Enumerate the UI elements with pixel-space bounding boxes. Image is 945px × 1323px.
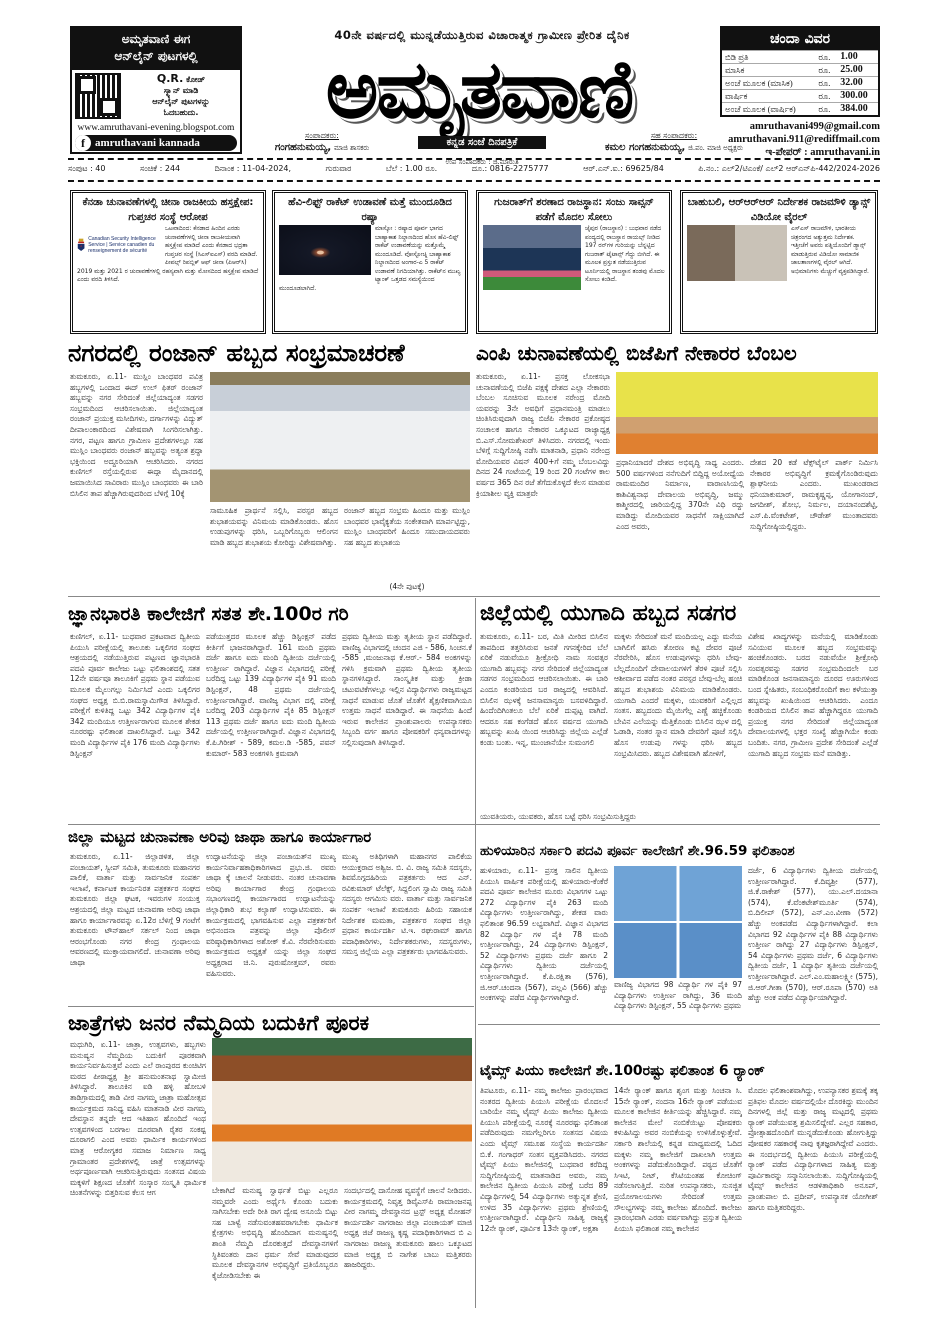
top-story-canada[interactable] [70, 190, 266, 334]
article-column: ರಂಜಾನ್ ಹಬ್ಬದ ಸಂಭ್ರಮ ಹಿಂದೂ ಮತ್ತು ಮುಸ್ಲಿಂ ಬಾಂಧವರ ಭಾವೈಕ್ಯತೆಯ ಸಂಕೇತವಾಗಿ ಮಾರ್ಪಟ್ಟಿದ್ದು, ಮುಸ್ಲಿಂ ಬಾಂಧವರಿಗೆ ಹಿಂದೂ ಸಮುದಾಯದವರು ಸಹ ಹಬ್ಬದ ಶುಭಾಶಯ [344, 506, 470, 547]
article-column: ಉದ್ಘಾಟನೆಯನ್ನು ಜಿಲ್ಲಾ ಪಂಚಾಯತ್‌ನ ಮುಖ್ಯ ಕಾರ್ಯನಿರ್ವಾಹಕಾಧಿಕಾರಿಗಳಾದ ಪ್ರಭು.ಜಿ. ರವರು ಜಾಥಾ ಕ್ಕೆ ಚಾಲನೆ ನೀಡುವರು. ನಂತರ ಚುನಾವಣಾ ಅರಿವು ಕಾರ್ಯಾಗಾರ ಕೇಂದ್ರ ಗ್ರಂಥಾಲಯ ಸಭಾಂಗಣದಲ್ಲಿ ಕಾರ್ಯಾಗಾರದ ಉದ್ಘಾಟನೆಯನ್ನು ಜಿಲ್ಲಾಧಿಕಾರಿ ಶುಭ ಕಲ್ಯಾಣ್ ಉದ್ಘಾಟಿಸುವರು. ಈ ಕಾರ್ಯಕ್ರಮದಲ್ಲಿ ಭಾಗವಹಿಸುವ ಎಲ್ಲಾ ಪತ್ರಕರ್ತರಿಗೆ ಅಭಿನಂದನಾ ಪತ್ರವನ್ನು ಜಿಲ್ಲಾ ಪೊಲೀಸ್ ವರಿಷ್ಠಾಧಿಕಾರಿಗಳಾದ ಅಶೋಕ್ ಕೆ.ವಿ. ನೆರವೇರಿಸುವರು ಕಾರ್ಯಕ್ರಮದ ಅಧ್ಯಕ್ಷತೆ ಯನ್ನು ಜಿಲ್ಲಾ ಸಂಘದ ಅಧ್ಯಕ್ಷರಾದ ಚಿ.ನಿ. ಪುರುಷೋತ್ತಮ್, ರವರು ವಹಿಸುವರು. [206, 852, 336, 978]
blog-url-link[interactable]: www.amruthavani-evening.blogspot.com [77, 123, 235, 133]
article-column: ಮೊದಲ ಫಲಿತಾಂಶವಾಗಿದ್ದು, ಉಪನ್ಯಾಸಕರ ಶ್ರಮಕ್ಕೆ ತಕ್ಕ ಪ್ರತಿಫಲ ಮೊದಲ ವರ್ಷದಲ್ಲಿಯೇ ದೊರಕಿದ್ದು ಮುಂದಿನ ದಿನಗಳಲ್ಲಿ ಜಿಲ್ಲೆ ಮತ್ತು ರಾಜ್ಯ ಮಟ್ಟದಲ್ಲಿ ಪ್ರಥಮ ರ್‍ಯಾಂಕ್ ಪಡೆಯುವತ್ತ ಶ್ರಮಿಸಲಿದ್ದೇವೆ. ಎಲ್ಲರ ಸಹಕಾರ, ಪ್ರೋತ್ಸಾಹದೊಂದಿಗೆ ಮುನ್ನಡೆದುಕೊಂಡು ಹೋಗುತ್ತಿದ್ದು ಪೋಷಕರ ಸಹಕಾರಕ್ಕೆ ನಾವು ಕೃತಜ್ಞರಾಗಿದ್ದೇವೆ ಎಂದರು. ಈ ಸಂದರ್ಭದಲ್ಲಿ ದ್ವಿತೀಯ ಪಿಯುಸಿ ಪರೀಕ್ಷೆಯಲ್ಲಿ ರ್‍ಯಾಂಕ್ ಪಡೆದ ವಿದ್ಯಾರ್ಥಿಗಳಾದ ಸಾಹಿತ್ಯ ಮತ್ತು ಪೂರ್ವಿಕಾರನ್ನು ಸನ್ಮಾನಿಸಲಾಯಿತು. ಸುದ್ದಿಗೋಷ್ಠಿಯಲ್ಲಿ ಟೈಮ್ಸ್ ಕಾಲೇಜಿನ ಆಡಳಿತಾಧಿಕಾರಿ ಅನೂಪ್, ಪ್ರಾಂಶುಪಾಲ ಬಿ. ಪ್ರದೀಪ್, ಉಪನ್ಯಾಸಕ ಯೋಗೀಶ್ ಹಾಗೂ ಮತ್ತಿತರರಿದ್ದರು. [748, 1086, 878, 1212]
headline-election[interactable]: ಜಿಲ್ಲಾ ಮಟ್ಟದ ಚುನಾವಣಾ ಅರಿವು ಜಾಥಾ ಹಾಗೂ ಕಾರ್ಯಾಗಾರ [68, 828, 372, 846]
top-story-body: ಮಾಸ್ಕೋ : ರಷ್ಯಾದ ಪೂರ್ವ ಭಾಗದ ಬಾಹ್ಯಾಕಾಶ ನಿಲ್ದಾಣದಿಂದ ಹೊಸ ಹೆವಿ-ಲಿಫ್ಟ್ ರಾಕೆಟ್ ಉಡಾವಣೆಯನ್ನು ಮತ್ತೊಮ್ಮೆ ಮುಂದೂಡಿದೆ. ವೋಸ್ಟೋಚ್ನಿ ಬಾಹ್ಯಾಕಾಶ ನಿಲ್ದಾಣದಿಂದ ಅಂಗಾರ-ಎ 5 ರಾಕೆಟ್ ಉಡಾವಣೆ ನಿಗದಿಯಾಗಿತ್ತು. ರಾಕೆಟ್‌ನ ಮುಖ್ಯ ಟ್ಯಾಂಕ್ ಒತ್ತಡದ ಸಮಸ್ಯೆಯಿಂದ ಮುಂದೂಡಲಾಗಿದೆ. [279, 225, 461, 292]
editor-name: ಗಂಗಹನುಮಯ್ಯ, [274, 142, 332, 153]
qr-text1: ಕೋಡ್ [186, 75, 206, 84]
rate-row [722, 90, 878, 103]
article-column: ಯುವತಿಯರು, ಯುವಕರು, ಹೊಸ ಬಟ್ಟೆ ಧರಿಸಿ ಸಂಭ್ರಮಿಸುತ್ತಿದ್ದರು [480, 812, 636, 821]
qr-text2: ಸ್ಕ್ಯಾನ್ ಮಾಡಿ [163, 86, 199, 95]
rate-row [722, 77, 878, 90]
article-column: ವಾಣಿಜ್ಯ ವಿಭಾಗದ 98 ವಿದ್ಯಾರ್ಥಿ ಗಳ ಪೈಕಿ 97 ವಿದ್ಯಾರ್ಥಿಗಳು ಉತ್ತೀರ್ಣ ರಾಗಿದ್ದು, 36 ಮಂದಿ ವಿದ್ಯಾರ್ಥಿಗಳು ಡಿಸ್ಟಿಂಕ್ಷನ್, 55 ವಿದ್ಯಾರ್ಥಿಗಳು ಪ್ರಥಮ [614, 980, 742, 1011]
headline-times[interactable]: ಟೈಮ್ಸ್ ಪಿಯು ಕಾಲೇಜಿಗೆ ಶೇ.100ರಷ್ಟು ಫಲಿತಾಂಶ 6 ರ್‍ಯಾಂಕ್ [480, 1063, 765, 1079]
students-photos [614, 866, 742, 978]
masthead-logo: ಅಮೃತವಾಣಿ [325, 43, 633, 136]
epaper-link[interactable]: ಇ-ಪೇಪರ್ : amruthavani.in [765, 147, 880, 158]
online-promo-box [70, 26, 242, 154]
qr-code-icon[interactable] [75, 73, 121, 119]
rate-value: 1.00 [837, 51, 878, 64]
rate-value: 384.00 [837, 103, 878, 116]
article-column: ತುಮಕೂರು, ಏ.11- ಮುಸ್ಲಿಂ ಬಾಂಧವರ ಪವಿತ್ರ ಹಬ್ಬಗಳಲ್ಲಿ ಒಂದಾದ ಈದ್ ಉಲ್ ಫಿತರ್ ರಂಜಾನ್ ಹಬ್ಬವನ್ನು ನಗರ ಸೇರಿದಂತೆ ಜಿಲ್ಲೆಯಾದ್ಯಂತ ಸಡಗರ ಸಂಭ್ರಮದಿಂದ ಆಚರಿಸಲಾಯಿತು. ಜಿಲ್ಲೆಯಾದ್ಯಂತ ರಂಜಾನ್ ಪ್ರಯುಕ್ತ ಮಸೀದಿಗಳು, ದರ್ಗಾಗಳನ್ನು ವಿದ್ಯುತ್ ದೀಪಾಲಂಕಾರದಿಂದ ವಿಶೇಷವಾಗಿ ಸಿಂಗರಿಸಲಾಗಿತ್ತು. ನಗರ, ಪಟ್ಟಣ ಹಾಗೂ ಗ್ರಾಮೀಣ ಪ್ರದೇಶಗಳಲ್ಲೂ ಸಹ ಮುಸ್ಲಿಂ ಬಾಂಧವರು ರಂಜಾನ್ ಹಬ್ಬವನ್ನು ಅತ್ಯಂತ ಶ್ರದ್ಧಾ ಭಕ್ತಿಯಿಂದ ಅದ್ದೂರಿಯಾಗಿ ಆಚರಿಸಿದರು. ನಗರದ ಕುಣಿಗಲ್ ರಸ್ತೆಯಲ್ಲಿರುವ ಈದ್ಗಾ ಮೈದಾನದಲ್ಲಿ ಜಮಾಯಿಸಿದ ಸಾವಿರಾರು ಮುಸ್ಲಿಂ ಬಾಂಧವರು ಈ ಬಾರಿ ಬಿಸಿಲಿನ ತಾಪ ಹೆಚ್ಚಾಗಿರುವುದರಿಂದ ಬೆಳಿಗ್ಗೆ 10ಕ್ಕೆ [70, 372, 203, 498]
rates-title: ಚಂದಾ ವಿವರ [722, 28, 878, 50]
price: ಬೆಲೆ : 1.00 ರೂ. [385, 164, 438, 173]
rate-label: ವಾರ್ಷಿಕ [722, 90, 815, 103]
section-divider [68, 1006, 474, 1007]
rate-currency: ರೂ. [815, 51, 837, 64]
qr-text4: ಓದಬಹುದು. [163, 108, 199, 117]
subscription-rates [720, 26, 880, 117]
issue-number: ಸಂಚಿಕೆ : 244 [140, 164, 181, 173]
editor-note: ಮಾಜಿ ಶಾಸಕರು [334, 144, 370, 152]
issue-day: ಗುರುವಾರ [325, 164, 352, 173]
dashed-divider [68, 180, 880, 182]
promo-title [72, 28, 240, 70]
headline-huliyar[interactable]: ಹುಳಿಯಾರಿನ ಸರ್ಕಾರಿ ಪದವಿ ಪೂರ್ವ ಕಾಲೇಜಿಗೆ ಶೇ.96.59 ಫಲಿತಾಂಶ [480, 843, 795, 859]
article-column: ಕುಣಿಗಲ್, ಏ.11- ಬುಧವಾರ ಪ್ರಕಟವಾದ ದ್ವಿತೀಯ ಪಿಯುಸಿ ಪರೀಕ್ಷೆಯಲ್ಲಿ ತಾಲೂಕು ಒಕ್ಕಲಿಗರ ಸಂಘದ ಆಶ್ರಯದಲ್ಲಿ ನಡೆಯುತ್ತಿರುವ ಪಟ್ಟಣದ ಜ್ಞಾನಭಾರತಿ ಪದವಿ ಪೂರ್ವ ಕಾಲೇಜು ಒಟ್ಟು ಫಲಿತಾಂಶದಲ್ಲಿ ಸತತ 12ನೇ ವರ್ಷವೂ ತಾಲೂಕಿಗೆ ಪ್ರಥಮ ಸ್ಥಾನ ಪಡೆಯುವ ಮೂಲಕ ಮೈಲುಗಲ್ಲು ನಿರ್ಮಿಸಿದೆ ಎಂದು ಒಕ್ಕಲಿಗರ ಸಂಘದ ಅಧ್ಯಕ್ಷ ಬಿ.ಬಿ.ರಾಮಸ್ವಾಮಿಗೌಡ ತಿಳಿಸಿದ್ದಾರೆ. ಪರೀಕ್ಷೆಗೆ ಕುಳಿತಿದ್ದ ಒಟ್ಟು 342 ವಿದ್ಯಾರ್ಥಿಗಳ ಪೈಕಿ 342 ಮಂದಿಯೂ ಉತ್ತೀರ್ಣರಾಗುವ ಮೂಲಕ ಶೇಕಡ ನೂರರಷ್ಟು ಫಲಿತಾಂಶ ದಾಖಲಿಸಿದ್ದಾರೆ. ಒಟ್ಟು 342 ಮಂದಿ ವಿದ್ಯಾರ್ಥಿಗಳ ಪೈಕಿ 176 ಮಂದಿ ವಿದ್ಯಾರ್ಥಿಗಳು ಡಿಸ್ಟಿಂಕ್ಷನ್ [70, 632, 200, 758]
registration: ಆರ್.ಎನ್.ಐ.: 69625/84 [583, 164, 664, 173]
rate-currency: ರೂ. [815, 77, 837, 90]
top-story-title: ಬಾಹುಬಲಿ, ಆರ್‌ಆರ್‌ಆರ್ ನಿರ್ದೇಶಕ ರಾಜಮೌಳಿ ಡ್ಯಾನ್ಸ್ ವಿಡಿಯೋ ವೈರಲ್ [687, 197, 871, 223]
email-link[interactable]: amruthavani499@gmail.com [749, 121, 880, 132]
rate-currency: ರೂ. [815, 64, 837, 77]
column-rule [475, 824, 476, 1308]
volume: ಸಂಪುಟ : 40 [68, 164, 106, 173]
sub-editor: ಉಪ ಸಂಪಾದಕರು : ಜಿ.ಮಾರುತಿ [445, 158, 519, 166]
issue-date: ದಿನಾಂಕ : 11-04-2024, [214, 164, 292, 173]
article-column: ಪಡೆಯುತ್ತದರ ಮೂಲಕ ಹೆಚ್ಚು ಡಿಸ್ಟಿಂಕ್ಷನ್ ಪಡೆದ ಕೀರ್ತಿಗೆ ಭಾಜನರಾಗಿದ್ದಾರೆ. 161 ಮಂದಿ ಪ್ರಥಮ ದರ್ಜೆ ಹಾಗೂ ಐದು ಮಂದಿ ದ್ವಿತೀಯ ದರ್ಜೆಯಲ್ಲಿ ಉತ್ತೀರ್ಣ ರಾಗಿದ್ದಾರೆ. ವಿಜ್ಞಾನ ವಿಭಾಗದಲ್ಲಿ ಪರೀಕ್ಷೆ ಬರೆದಿದ್ದ ಒಟ್ಟು 139 ವಿದ್ಯಾರ್ಥಿಗಳ ಪೈಕಿ 91 ಮಂದಿ ಡಿಸ್ಟಿಂಕ್ಷನ್, 48 ಪ್ರಥಮ ದರ್ಜೆಯಲ್ಲಿ ಉತ್ತೀರ್ಣರಾಗಿದ್ದಾರೆ. ವಾಣಿಜ್ಯ ವಿಭಾಗ ದಲ್ಲಿ ಪರೀಕ್ಷೆ ಬರೆದಿದ್ದ 203 ವಿದ್ಯಾರ್ಥಿಗಳ ಪೈಕಿ 85 ಡಿಸ್ಟಿಂಕ್ಷನ್ 113 ಪ್ರಥಮ ದರ್ಜೆ ಹಾಗೂ ಐದು ಮಂದಿ ದ್ವಿತೀಯ ದರ್ಜೆಯಲ್ಲಿ ಉತ್ತೀರ್ಣರಾಗಿದ್ದಾರೆ. ವಿಜ್ಞಾನ ವಿಭಾಗದಲ್ಲಿ ಕೆ.ಪಿ.ಗಿರೀಶ್ - 589, ಕಮಲ.ಡಿ -585, ಪವನ್ ಕುಮಾರ್- 583 ಅಂಕಗಳಿಸಿ ಕ್ರಮವಾಗಿ [206, 632, 336, 758]
column-rule [475, 598, 476, 824]
csis-logo [77, 225, 161, 265]
section-divider [478, 1024, 880, 1025]
article-column: ವಿಶೇಷ ಖಾದ್ಯಗಳನ್ನು ಮನೆಯಲ್ಲಿ ಮಾಡಿಕೊಂಡು ಸವಿಯುವ ಮೂಲಕ ಹಬ್ಬದ ಸಂಭ್ರಮವನ್ನು ಹಂಚಿಕೊಂಡರು. ಬರದ ನಡುವೆಯೇ ಶ್ರೀಕ್ರೋಧಿ ಸಂವತ್ಸರವನ್ನು ಸಡಗರ ಸಂಭ್ರಮದಿಂದಲೇ ಬರ ಮಾಡಿಕೊಂಡ ಜನಸಾಮಾನ್ಯರು ದೂರದ ಊರುಗಳಿಂದ ಬಂದ ಸ್ನೇಹಿತರು, ಸಂಬಂಧಿಕರೊಂದಿಗೆ ಕಾಲ ಕಳೆಯುತ್ತಾ ಹಬ್ಬವನ್ನು ಖುಷಿಯಿಂದ ಆಚರಿಸಿದರು. ಎಂದೂ ಕಂಡರಿಯದ ಬಿಸಿಲಿನ ತಾಪ ಹೆಚ್ಚಾಗಿದ್ದರೂ ಯುಗಾದಿ ಪ್ರಯುಕ್ತ ನಗರ ಸೇರಿದಂತೆ ಜಿಲ್ಲೆಯಾದ್ಯಂತ ದೇವಾಲಯಗಳಲ್ಲಿ ಭಕ್ತರ ಸಂಖ್ಯೆ ಹೆಚ್ಚಾಗಿಯೇ ಕಂಡು ಬಂದಿತು. ನಗರ, ಗ್ರಾಮೀಣ ಪ್ರದೇಶ ಸೇರಿದಂತೆ ಎಲ್ಲೆಡೆ ಯುಗಾದಿ ಹಬ್ಬದ ಸಂಭ್ರಮ ಮನೆ ಮಾಡಿತ್ತು. [748, 632, 878, 758]
article-column: ಹುಳಿಯಾರು, ಏ.11- ಪ್ರಸಕ್ತ ಸಾಲಿನ ದ್ವಿತೀಯ ಪಿಯುಸಿ ವಾರ್ಷಿಕ ಪರೀಕ್ಷೆಯಲ್ಲಿ ಹುಳಿಯಾರು-ಕೆಂಕೆರೆ ಪದವಿ ಪೂರ್ವ ಕಾಲೇಜಿನ ಮೂರು ವಿಭಾಗಗಳ ಒಟ್ಟು 272 ವಿದ್ಯಾರ್ಥಿಗಳ ಪೈಕಿ 263 ಮಂದಿ ವಿದ್ಯಾರ್ಥಿಗಳು ಉತ್ತೀರ್ಣರಾಗಿದ್ದು, ಶೇಕಡ ವಾರು ಫಲಿತಾಂಶ 96.59 ಲಭ್ಯವಾಗಿದೆ. ವಿಜ್ಞಾನ ವಿಭಾಗದ 82 ವಿದ್ಯಾರ್ಥಿ ಗಳ ಪೈಕಿ 78 ಮಂದಿ ಉತ್ತೀರ್ಣರಾಗಿದ್ದು, 24 ವಿದ್ಯಾರ್ಥಿಗಳು ಡಿಸ್ಟಿಂಕ್ಷನ್, 52 ವಿದ್ಯಾರ್ಥಿಗಳು ಪ್ರಥಮ ದರ್ಜೆ ಹಾಗೂ 2 ವಿದ್ಯಾರ್ಥಿಗಳು ದ್ವಿತೀಯ ದರ್ಜೆಯಲ್ಲಿ ಉತ್ತೀರ್ಣರಾಗಿದ್ದಾರೆ. ಕೆ.ಪಿ.ರಕ್ಷಿತಾ (576), ಜಿ.ಆರ್.ಚಂದನಾ (567), ಪಲ್ಲವಿ (566) ಹೆಚ್ಚು ಅಂಕಗಳನ್ನು ಪಡೆದ ವಿದ್ಯಾರ್ಥಿಗಳಾಗಿದ್ದಾರೆ. [480, 866, 608, 1003]
email-link[interactable]: amruthavani.911@rediffmail.com [728, 134, 880, 145]
rajamouli-photo [687, 225, 787, 281]
rate-currency: ರೂ. [815, 90, 837, 103]
article-column: ಮುಖ್ಯ ಅತಿಥಿಗಳಾಗಿ ಮಹಾನಗರ ಪಾಲಿಕೆಯ ಆಯುಕ್ತರಾದ ಅಶ್ವಿಜ. ಬಿ. ವಿ. ರಾಜ್ಯ ಸಮಿತಿ ಸದಸ್ಯರು, ಶಿವಮೊಗ್ಗದಹಿರಿಯ ಪತ್ರಕರ್ತರು ಆದ ಎನ್. ರವಿಕುಮಾರ್ ಟೆಲೆಕ್ಸ್, ಸಿದ್ದಲಿಂಗ ಸ್ವಾಮಿ ರಾಜ್ಯ ಸಮಿತಿ ಸದಸ್ಯರು ಆಗಮಿಸು ವರು. ವಾರ್ತಾ ಮತ್ತು ಸಾರ್ವಜನಿಕ ಸಂಪರ್ಕ ಇಲಾಖೆ ತುಮಕೂರು ಹಿರಿಯ ಸಹಾಯಕ ನಿರ್ದೇಶಕ ಮಮತಾ, ಪತ್ರಕರ್ತರ ಸಂಘದ ಜಿಲ್ಲಾ ಪ್ರಧಾನ ಕಾರ್ಯದರ್ಶಿ ಟಿ.ಇ. ರಘುರಾಮ್ ಹಾಗೂ ಪದಾಧಿಕಾರಿಗಳು, ನಿರ್ದೇಶಕರುಗಳು, ಸದಸ್ಯರುಗಳು, ಸಮಸ್ತ ಜಿಲ್ಲೆಯ ಎಲ್ಲಾ ಪತ್ರಕರ್ತರು ಭಾಗವಹಿಸುವರು. [342, 852, 472, 957]
article-column: 14ನೇ ರ್‍ಯಾಂಕ್ ಹಾಗೂ ಶೃಂಗ ಮತ್ತು ಸಿಂಚನಾ ಸಿ. 15ನೇ ರ್‍ಯಾಂಕ್, ನಂದನಾ 16ನೇ ರ್‍ಯಾಂಕ್ ಪಡೆಯುವ ಮೂಲಕ ಕಾಲೇಜಿನ ಕೀರ್ತಿಯನ್ನು ಹೆಚ್ಚಿಸಿದ್ದಾರೆ. ನಮ್ಮ ಕಾಲೇಜಿನ ಮೇಲೆ ನಂಬಿಕೆಯಿಟ್ಟು ಪೋಷಕರು ಕಳುಹಿಸಿದ್ದು ಅವರ ನಂಬಿಕೆಯನ್ನು ಉಳಿಸಿಕೊಳ್ಳುತ್ತೇವೆ. ಸರ್ಕಾರಿ ಶಾಲೆಯಲ್ಲಿ ಕನ್ನಡ ಮಾಧ್ಯಮದಲ್ಲಿ ಓದಿದ ಮಕ್ಕಳು ನಮ್ಮ ಕಾಲೇಜಿಗೆ ದಾಖಲಾಗಿ ಉತ್ತಮ ಅಂಕಗಳನ್ನು ಪಡೆದುಕೊಂಡಿದ್ದಾರೆ. ಪಠ್ಯದ ಜೊತೆಗೆ ಸಿಇಟಿ, ನೀಟ್, ಕೆಸಿಟಿಯಂತಹ ಕೋಚಿಂಗ್ ನಡೆಸಲಾಗುತ್ತಿದೆ. ನುರಿತ ಉಪನ್ಯಾಸಕರು, ಸುಸಜ್ಜಿತ ಪ್ರಯೋಗಾಲಯಗಳು ಸೇರಿದಂತೆ ಉತ್ತಮ ಸೌಲಭ್ಯಗಳನ್ನು ನಮ್ಮ ಕಾಲೇಜು ಹೊಂದಿದೆ. ಕಾಲೇಜು ಪ್ರಾರಂಭವಾಗಿ ಎರಡು ವರ್ಷವಾಗಿದ್ದು ಪ್ರಸ್ತುತ ದ್ವಿತೀಯ ಪಿಯುಸಿ ಫಲಿತಾಂಶ ನಮ್ಮ ಕಾಲೇಜಿನ [614, 1086, 742, 1233]
headline-ugadi[interactable]: ಜಿಲ್ಲೆಯಲ್ಲಿ ಯುಗಾದಿ ಹಬ್ಬದ ಸಡಗರ [480, 601, 737, 626]
qr-text3: ಆನ್‌ಲೈನ್ ಪುಟಗಳನ್ನು [152, 97, 210, 106]
article-column: ಮಧುಗಿರಿ, ಏ.11- ಜಾತ್ರಾ, ಉತ್ಸವಗಳು, ಹಬ್ಬಗಳು ಮನುಷ್ಯನ ನೆಮ್ಮದಿಯ ಬದುಕಿಗೆ ಪೂರಕವಾಗಿ ಕಾರ್ಯನಿರ್ವಹಿಸುತ್ತವೆ ಎಂದು ಎಲೆ ರಾಂಪುರದ ಕುಂಚಿಟಿಗ ಮಠದ ಪೀಠಾಧ್ಯಕ್ಷ ಶ್ರೀ ಹನುಮಂತನಾಥ ಸ್ವಾಮೀಜಿ ತಿಳಿಸಿದ್ದಾರೆ. ತಾಲೂಕಿನ ಐಡಿ ಹಳ್ಳಿ ಹೋಬಳಿ ತಾಡಿಗ್ರಾಮದಲ್ಲಿ ತಾಡಿ ವೀರ ನಾಗಮ್ಮ ಜಾತ್ರಾ ಮಹೋತ್ಸವ ಕಾರ್ಯಕ್ರಮದ ಸಾನಿಧ್ಯ ವಹಿಸಿ ಮಾತನಾಡಿ ವೀರ ನಾಗಮ್ಮ ದೇವಸ್ಥಾನ ತನ್ನದೇ ಆದ ಇತಿಹಾಸ ಹೊಂದಿದೆ ಇಂಥ ಉತ್ಸವಗಳಿಂದ ಬರಗಾಲ ದೂರವಾಗಿ ರೈತರ ಸಂಕಷ್ಟ ದೂರಾಗಲಿ ಎಂದ ಅವರು ಧಾರ್ಮಿಕ ಕಾರ್ಯಗಳಿಂದ ಮಾತ್ರ ಆರೋಗ್ಯಕರ ಸಮಾಜ ನಿರ್ಮಾಣ ಸಾಧ್ಯ ಗ್ರಾಮಾಂತರ ಪ್ರದೇಶಗಳಲ್ಲಿ ಜಾತ್ರೆ ಉತ್ಸವಗಳನ್ನು ಅರ್ಥಪೂರ್ಣವಾಗಿ ಆಚರಿಸುತ್ತಿರುವುದು ಸಂತಸದ ವಿಷಯ ಮಕ್ಕಳಿಗೆ ಶಿಕ್ಷಣದ ಜೊತೆಗೆ ಸಂಸ್ಕಾರ ಸಂಸ್ಕೃತಿ ಧಾರ್ಮಿಕ ಚಿಂತನೆಗಳನ್ನು ಬಿತ್ತರಿಸುವ ಕೆಲಸ ಆಗ [70, 1040, 206, 1198]
article-column: ತುಮಕೂರು, ಏ.11- ಬರ, ಮಿತಿ ಮೀರಿದ ಬಿಸಿಲಿನ ತಾಪದಿಂದ ತತ್ತರಿಸಿರುವ ಜನತೆ ಗಗನಕ್ಕೇರಿದ ಬೆಲೆ ಏರಿಕೆ ನಡುವೆಯೂ ಶ್ರೀಕ್ರೋಧಿ ನಾಮ ಸಂವತ್ಸರ ಯುಗಾದಿ ಹಬ್ಬವನ್ನು ನಗರ ಸೇರಿದಂತೆ ಜಿಲ್ಲೆಯಾದ್ಯಂತ ಸಡಗರ ಸಂಭ್ರಮದಿಂದ ಆಚರಿಸಲಾಯಿತು. ಈ ಬಾರಿ ಎಂದೂ ಕಂಡರಿಯದ ಬರ ರಾಜ್ಯದಲ್ಲಿ ಆವರಿಸಿದೆ. ಬಿಸಿಲಿನ ಝಳಕ್ಕೆ ಜನಸಾಮಾನ್ಯರು ಬಸವಳಿದಿದ್ದಾರೆ. ಹಿಂದೆಂದಿಗಿಂತಲೂ ಬೆಲೆ ಏರಿಕೆ ದುಪ್ಪಟ್ಟ ವಾಗಿದೆ. ಆದರೂ ಸಹ ಕಂಗೆಡದೆ ಹೊಸ ವರ್ಷದ ಯುಗಾದಿ ಹಬ್ಬವನ್ನು ಖುಷಿ ಯಿಂದ ಆಚರಿಸಿದ್ದು ಜಿಲ್ಲೆಯ ಎಲ್ಲೆಡೆ ಕಂಡು ಬಂತು. ಇನ್ನ, ಮುಂಜಾನೆಯೇ ಸುಮಂಗಲಿ [480, 632, 608, 747]
rate-value: 300.00 [837, 90, 878, 103]
rate-value: 25.00 [837, 64, 878, 77]
rate-label: ಮಾಸಿಕ [722, 64, 815, 77]
cricket-photo [483, 225, 581, 290]
facebook-handle: amruthavani kannada [95, 137, 200, 149]
top-story-title: ಗುಜರಾತ್‌ಗೆ ಶರಣಾದ ರಾಜಸ್ಥಾನ: ಸಂಜು ಸಾವ್ಸನ್ ಪಡೆಗೆ ಮೊದಲ ಸೋಲು [494, 197, 654, 223]
issue-info-bar [68, 162, 880, 176]
csis-logo-text: Canadian Security Intelligence Service | Service canadien du renseignement de sécurité [88, 236, 156, 254]
newspaper-page [68, 24, 880, 1308]
coeditor-note: ಜಿ.ಪಂ. ಮಾಜಿ ಅಧ್ಯಕ್ಷರು [688, 144, 744, 152]
contact-block [708, 120, 880, 159]
continued-note[interactable]: (4ನೇ ಪುಟಕ್ಕೆ) [389, 582, 425, 591]
coeditor-name: ಕಮಲ ಗಂಗಹನುಮಯ್ಯ, [604, 142, 686, 153]
rocket-photo [279, 225, 371, 275]
rate-row [722, 64, 878, 77]
promo-title-line1: ಅಮೃತವಾಣಿ ಈಗ [121, 32, 191, 46]
crest-icon [77, 228, 85, 262]
tagline: 40ನೇ ವರ್ಷದಲ್ಲಿ ಮುನ್ನಡೆಯುತ್ತಿರುವ ವಿಚಾರಾತ್ಮಕ ಗ್ರಾಮೀಣ ಪ್ರೇರಿತ ದೈನಿಕ [334, 28, 630, 42]
article-column: ತುಮಕೂರು, ಏ.11- ಪ್ರಸಕ್ತ ಲೋಕಸಭಾ ಚುನಾವಣೆಯಲ್ಲಿ ಬಿಜೆಪಿ ಪಕ್ಷಕ್ಕೆ ದೇಶದ ಎಲ್ಲಾ ನೇಕಾರರು ಬೆಂಬಲ ಸೂಚಿಸುವ ಮೂಲಕ ನರೇಂದ್ರ ಮೋದಿ ಯವರನ್ನು 3ನೇ ಅವಧಿಗೆ ಪ್ರಧಾನಮಂತ್ರಿ ಮಾಡಲು ಚಿಂತಿಸಿರುವುದಾಗಿ ರಾಜ್ಯ ಬಿಜೆಪಿ ನೇಕಾರರ ಪ್ರಕೋಷ್ಠದ ಸಂಚಾಲಕ ಹಾಗೂ ನೇಕಾರರ ಒಕ್ಕೂಟದ ರಾಜ್ಯಾಧ್ಯಕ್ಷ ಬಿ.ಎಸ್.ಸೋಮಶೇಖರ್ ತಿಳಿಸಿದರು. ನಗರದಲ್ಲಿ ಇಂದು ಬೆಳಿಗ್ಗೆ ಸುದ್ದಿಗೋಷ್ಠಿ ನಡೆಸಿ ಮಾತನಾಡಿ, ಪ್ರಧಾನಿ ನರೇಂದ್ರ ಮೋದಿಯವರ ವಿಷನ್ 400+ಗೆ ನಮ್ಮ ಬೆಂಬಲವಿದ್ದು ದಿನದ 24 ಗಂಟೆಯಲ್ಲಿ 19 ರಿಂದ 20 ಗಂಟೆಗಳ ಕಾಲ ವರ್ಷದ 365 ದಿನ ರಜೆ ತೆಗೆದುಕೊಳ್ಳದೆ ಕೆಲಸ ಮಾಡುವ ಕ್ರಿಯಾಶೀಲ ವ್ಯಕ್ತಿ ಮಾತ್ರವೇ [476, 372, 610, 498]
editor-block [252, 130, 392, 154]
headline-bjp[interactable]: ಎಂಪಿ ಚುನಾವಣೆಯಲ್ಲಿ ಬಿಜೆಪಿಗೆ ನೇಕಾರರ ಬೆಂಬಲ [476, 341, 797, 365]
rate-label: ಅಂಚೆ ಮೂಲಕ (ವಾರ್ಷಿಕ) [722, 103, 815, 116]
headline-ramzan[interactable]: ನಗರದಲ್ಲಿ ರಂಜಾನ್ ಹಬ್ಬದ ಸಂಭ್ರಮಾಚರಣೆ [68, 339, 405, 367]
top-story-body: ಒಟವಾದಿಂದ: ಕೆನಡಾದ ಹಿಂದಿನ ಎರಡು ಚುನಾವಣೆಗಳಲ್ಲಿ ಚೀನಾ ರಾಜಕೀಯವಾಗಿ ಹಸ್ತಕ್ಷೇಪ ಮಾಡಿದೆ ಎಂದು ಕೆನಡಾದ ಭದ್ರತಾ ಗುಪ್ತಚರ ಸಂಸ್ಥೆ (ಸಿಎಸ್ಐಎಸ್) ವರದಿ ಮಾಡಿದೆ. ಪೀಪಲ್ಸ್ ರಿಪಬ್ಲಿಕ್ ಆಫ್ ಚೀನಾ (ಪಿಆರ್‌ಸಿ) 2019 ಮತ್ತು 2021 ರ ಚುನಾವಣೆಗಳಲ್ಲಿ ರಹಸ್ಯವಾಗಿ ಮತ್ತು ಮೋಸದಿಂದ ಹಸ್ತಕ್ಷೇಪ ಮಾಡಿದೆ ಎಂದು ವರದಿ ತಿಳಿಸಿದೆ. [77, 225, 259, 283]
article-column: ದೇಶದ 20 ಕಡೆ ಟೆಕ್ಸ್‌ಟೈಲ್ ಪಾರ್ಕ್ ನಿರ್ಮಿಸಿ ನೇಕಾರರ ಅಭಿವೃದ್ಧಿಗೆ ಕ್ರಮಕೈಗೊಂಡಿರುವುದು ಶ್ಲಾಘನೀಯ ಎಂದರು. ಮುಖಂಡರಾದ ಧನಿಯಾಕುಮಾರ್, ರಾಮಕೃಷ್ಣಪ್ಪ, ಯೋಗಾನಂದ್, ಜಗದೀಶ್, ಶೋಭ, ನಿರ್ಮಲ, ದಯಾನಂದಶೆಟ್ಟಿ, ಎಸ್.ಪಿ.ವೆಂಕಟೇಶ್, ಚೌಡೇಶ್ ಮುಂತಾದವರು ಸುದ್ದಿಗೋಷ್ಠಿಯಲ್ಲಿದ್ದರು. [750, 458, 878, 531]
article-column: ದರ್ಜೆ, 6 ವಿದ್ಯಾರ್ಥಿಗಳು ದ್ವಿತೀಯ ದರ್ಜೆಯಲ್ಲಿ ಉತ್ತೀರ್ಣರಾಗಿದ್ದಾರೆ. ಕೆ.ದಿವ್ಯಶ್ರೀ (577), ಜಿ.ಕೆ.ರಾಕೇಶ್ (577), ಯು.ಎಲ್.ದಯಾನಾ (574), ಕೆ.ವೆಂಕಟೇಶ್‌ಮೂರ್ತಿ (574), ಬಿ.ದಿಲೀಪ್ (572), ಎನ್.ಎಂ.ವೀಣಾ (572) ಹೆಚ್ಚು ಅಂಕಪಡೆದ ವಿದ್ಯಾರ್ಥಿಗಳಾಗಿದ್ದಾರೆ. ಕಲಾ ವಿಭಾಗದ 92 ವಿದ್ಯಾರ್ಥಿಗಳ ಪೈಕಿ 88 ವಿದ್ಯಾರ್ಥಿಗಳು ಉತ್ತೀರ್ಣ ರಾಗಿದ್ದು 27 ವಿದ್ಯಾರ್ಥಿಗಳು ಡಿಸ್ಟಿಂಕ್ಷನ್, 54 ವಿದ್ಯಾರ್ಥಿಗಳು ಪ್ರಥಮ ದರ್ಜೆ, 6 ವಿದ್ಯಾರ್ಥಿಗಳು ದ್ವಿತೀಯ ದರ್ಜೆ, 1 ವಿದ್ಯಾರ್ಥಿ ತೃತೀಯ ದರ್ಜೆಯಲ್ಲಿ ಉತ್ತೀರ್ಣರಾಗಿದ್ದಾರೆ. ಎಲ್.ಎಂ.ಮಹಾಲಕ್ಷ್ಮೀ (575), ಜಿ.ಆರ್.ಗೀತಾ (570), ಆರ್.ರೂಪಾ (570) ಅತಿ ಹೆಚ್ಚು ಅಂಕ ಪಡೆದ ವಿದ್ಯಾರ್ಥಿಯಾಗಿದ್ದಾರೆ. [748, 866, 878, 1003]
rate-currency: ರೂ. [815, 103, 837, 116]
dashed-divider [68, 158, 880, 160]
section-divider [68, 596, 880, 597]
paper-type: ಕನ್ನಡ ಸಂಜೆ ದಿನಪತ್ರಿಕೆ [418, 136, 546, 149]
top-story-title: ಹೆವಿ-ಲಿಫ್ಟ್ ರಾಕೆಟ್ ಉಡಾವಣೆ ಮತ್ತೆ ಮುಂದೂಡಿದ ರಷ್ಯಾ [288, 197, 452, 223]
top-story-rajamouli[interactable] [680, 190, 878, 334]
rate-label: ಬಿಡಿ ಪ್ರತಿ [722, 51, 815, 64]
facebook-icon: f [75, 135, 91, 151]
phone: ದೂ.: 0816-2275777 [471, 164, 549, 173]
article-column: ತಿಪಟೂರು, ಏ.11- ನಮ್ಮ ಕಾಲೇಜು ಪ್ರಾರಂಭವಾದ ನಂತರದ ದ್ವಿತೀಯ ಪಿಯುಸಿ ಪರೀಕ್ಷೆಯ ಮೊದಲನೆ ಬಾರಿಯೇ ನಮ್ಮ ಟೈಮ್ಸ್ ಪಿಯು ಕಾಲೇಜು ದ್ವಿತೀಯ ಪಿಯುಸಿ ಪರೀಕ್ಷೆಯಲ್ಲಿ ನೂರಕ್ಕೆ ನೂರರಷ್ಟು ಫಲಿತಾಂಶ ಪಡೆದಿರುವುದು ನಮಗೆಲ್ಲರಿಗೂ ಸಂತಸದ ವಿಷಯ ಎಂದು ಟೈಮ್ಸ್ ಸಮೂಹ ಸಂಸ್ಥೆಯ ಕಾರ್ಯದರ್ಶಿ ಬಿ.ಕೆ. ಗಂಗಾಧರ್ ಸಂತಸ ವ್ಯಕ್ತಪಡಿಸಿದರು. ನಗರದ ಟೈಮ್ಸ್ ಪಿಯು ಕಾಲೇಜಿನಲ್ಲಿ ಬುಧವಾರ ಕರೆದಿದ್ದ ಸುದ್ದಿಗೋಷ್ಠಿಯಲ್ಲಿ ಮಾತನಾಡಿದ ಅವರು, ನಮ್ಮ ಕಾಲೇಜಿನ ದ್ವಿತೀಯ ಪಿಯುಸಿ ಪರೀಕ್ಷೆ ಬರೆದ 89 ವಿದ್ಯಾರ್ಥಿಗಳಲ್ಲಿ 54 ವಿದ್ಯಾರ್ಥಿಗಳು ಅತ್ಯುನ್ನತ ಶ್ರೇಣಿ, ಉಳಿದ 35 ವಿದ್ಯಾರ್ಥಿಗಳು ಪ್ರಥಮ ಶ್ರೇಣಿಯಲ್ಲಿ ಉತ್ತೀರ್ಣರಾಗಿದ್ದಾರೆ. ವಿದ್ಯಾರ್ಥಿನಿ ಸಾಹಿತ್ಯ ರಾಜ್ಯಕ್ಕೆ 12ನೇ ರ್‍ಯಾಂಕ್, ಪೂರ್ವಿಕ 13ನೇ ರ್‍ಯಾಂಕ್, ಅಕ್ಷತಾ [480, 1086, 608, 1233]
rate-row [722, 103, 878, 116]
top-story-ipl[interactable] [476, 190, 672, 334]
rate-row [722, 51, 878, 64]
promo-title-line2: ಆನ್‌ಲೈನ್ ಪುಟಗಳಲ್ಲಿ [114, 49, 198, 63]
postal-registration: ಪಿ.ನಂ.: ಎಲ್2/ಟಿಎಂಕೆ/ ಎಲ್2 ಆರ್‌ಎನ್‌ಪಿ-442/2024-2026 [698, 164, 880, 173]
top-story-russia[interactable] [272, 190, 468, 334]
facebook-link[interactable] [75, 135, 237, 151]
editor-label: ಸಂಪಾದಕರು: [305, 131, 339, 140]
headline-college[interactable]: ಜ್ಞಾನಭಾರತಿ ಕಾಲೇಜಿಗೆ ಸತತ ಶೇ.100ರ ಗರಿ [68, 603, 349, 625]
press-meet-photo [616, 372, 878, 454]
rate-value: 32.00 [837, 77, 878, 90]
article-column: ತುಮಕೂರು, ಏ.11- ಜಿಲ್ಲಾಡಳಿತ, ಜಿಲ್ಲಾ ಪಂಚಾಯತ್, ಸ್ವೀಪ್ ಸಮಿತಿ, ತುಮಕೂರು ಮಹಾನಗರ ಪಾಲಿಕೆ, ವಾರ್ತಾ ಮತ್ತು ಸಾರ್ವಜನಿಕ ಸಂಪರ್ಕ ಇಲಾಖೆ, ಕರ್ನಾಟಕ ಕಾರ್ಯನಿರತ ಪತ್ರಕರ್ತರ ಸಂಘದ ತುಮಕೂರು ಜಿಲ್ಲಾ ಘಟಕ, ಇವರುಗಳ ಸಂಯುಕ್ತ ಆಶ್ರಯದಲ್ಲಿ ಜಿಲ್ಲಾ ಮಟ್ಟದ ಚುನಾವಣಾ ಅರಿವು ಜಾಥಾ ಹಾಗೂ ಕಾರ್ಯಾಗಾರವನ್ನು ಏ.12ರ ಬೆಳಿಗ್ಗೆ 9 ಗಂಟೆಗೆ ತುಮಕೂರು ಟೌನ್‌ಹಾಲ್ ಸರ್ಕಲ್ ನಿಂದ ಜಾಥಾ ಆರಂಭಗೊಂಡು ನಗರ ಕೇಂದ್ರ ಗ್ರಂಥಾಲಯ ಆವರಣದಲ್ಲಿ ಮುಕ್ತಾಯವಾಗಲಿದೆ. ಚುನಾವಣಾ ಅರಿವು ಜಾಥಾ [70, 852, 200, 967]
ramzan-prayer-photo [210, 372, 470, 502]
promo-qr-text [121, 73, 237, 122]
article-column: ಸಂದರ್ಭದಲ್ಲಿ ದಾಸೋಹ ವ್ಯವಸ್ಥೆಗೆ ಚಾಲನೆ ನೀಡಿದರು. ಕಾರ್ಯಕ್ರಮದಲ್ಲಿ ನಿವೃತ್ತ ಡಿವೈಎಸ್‌ಪಿ ರಾಮಾಂಜನಪ್ಪ ವೀರ ನಾಗಮ್ಮ ದೇವಸ್ಥಾನದ ಟ್ರಸ್ಟ್ ಅಧ್ಯಕ್ಷ ಮೋಹನ್ ಕಾರ್ಯದರ್ಶಿ ನಾಗರಾಜು ಜಿಲ್ಲಾ ಪಂಚಾಯತ್ ಮಾಜಿ ಅಧ್ಯಕ್ಷ ಜಿಜೆ ರಾಜಣ್ಣ ಕೃಷ್ಣ ಪದಾಧಿಕಾರಿಗಳಾದ ಬಿ ಎ ನಾಗರಾಜು ರಾಜಣ್ಣ ತುಮಕೂರು ಹಾಲು ಒಕ್ಕೂಟದ ಮಾಜಿ ಅಧ್ಯಕ್ಷ ಬಿ ನಾಗೇಶ ಬಾಬು ಮತ್ತಿತರರು ಹಾಜರಿದ್ದರು. [344, 1186, 472, 1270]
headline-jatre[interactable]: ಜಾತ್ರೆಗಳು ಜನರ ನೆಮ್ಮದಿಯ ಬದುಕಿಗೆ ಪೂರಕ [68, 1011, 370, 1035]
article-column: ಪ್ರಥಮ ದ್ವಿತೀಯ ಮತ್ತು ತೃತೀಯ ಸ್ಥಾನ ಪಡೆದಿದ್ದಾರೆ. ವಾಣಿಜ್ಯ ವಿಭಾಗದಲ್ಲಿ ಚಂದನ ಎಜಿ - 586, ಸಿಂಚನ.ಕೆ -585 ,ಮಂಜುನಾಥ ಕೆ.ಆರ್.- 584 ಅಂಕಗಳನ್ನು ಗಳಿಸಿ ಕ್ರಮವಾಗಿ ಪ್ರಥಮ ದ್ವಿತೀಯ ತೃತೀಯ ಸ್ಥಾನಗಳಿಸಿದ್ದಾರೆ. ಸಾಂಸ್ಕೃತಿಕ ಮತ್ತು ಕ್ರೀಡಾ ಚಟುವಟಿಕೆಗಳಲ್ಲೂ ಇಲ್ಲಿನ ವಿದ್ಯಾರ್ಥಿಗಳು ರಾಜ್ಯಮಟ್ಟದ ಸಾಧನೆ ಮಾಡುವ ಜೊತೆ ಜೊತೆಗೆ ಶೈಕ್ಷಣಿಕವಾಗಿಯೂ ಉತ್ತಮ ಸಾಧನೆ ಮಾಡಿದ್ದಾರೆ. ಈ ಸಾಧನೆಯ ಹಿಂದೆ ಇರುವ ಕಾಲೇಜಿನ ಪ್ರಾಂಶುಪಾಲರು ಉಪನ್ಯಾಸಕರು ಸಿಬ್ಬಂದಿ ವರ್ಗ ಹಾಗೂ ಪೋಷಕರಿಗೆ ಧನ್ಯವಾದಗಳನ್ನು ಸಲ್ಲಿಸುವುದಾಗಿ ತಿಳಿಸಿದ್ದಾರೆ. [342, 632, 472, 747]
rates-table [722, 50, 878, 115]
jatre-event-photo [212, 1038, 472, 1182]
top-story-body: ಜೈಪುರ (ರಾಜಸ್ಥಾನ) : ಬುಧವಾರ ನಡೆದ ಪಂದ್ಯದಲ್ಲಿ ರಾಜಸ್ಥಾನ ರಾಯಲ್ಸ್ ನೀಡಿದ 197 ರನ್‌ಗಳ ಗುರಿಯನ್ನು ಬೆನ್ನಟ್ಟಿದ ಗುಜರಾತ್ ಟೈಟಾನ್ಸ್ ಗೆದ್ದು ಬೀಗಿದೆ. ಈ ಮೂಲಕ ಪ್ರಸ್ತುತ ನಡೆಯುತ್ತಿರುವ ಟೂರ್ನಿಯಲ್ಲಿ ರಾಜಸ್ಥಾನ ತಂಡವು ಮೊದಲ ಸೋಲು ಕಂಡಿದೆ. [585, 225, 665, 283]
article-column: ಮಕ್ಕಳು ಸೇರಿದಂತೆ ಮನೆ ಮಂದಿಯಲ್ಲ ಎದ್ದು ಮನೆಯ ಬಾಗಿಲಿಗೆ ಹಸಿರು ತೋರಣ ಕಟ್ಟಿ ದೇವರ ಪೂಜೆ ನೆರವೇರಿಸಿ, ಹೊಸ ಉಡುಪುಗಳನ್ನು ಧರಿಸಿ ಬೇವು-ಬೆಲ್ಲದೊಂದಿಗೆ ದೇವಾಲಯಗಳಿಗೆ ತೆರಳಿ ಪೂಜೆ ಸಲ್ಲಿಸಿ ಆಶೀರ್ವಾದ ಪಡೆದ ನಂತರ ಪರಸ್ಪರ ಬೇವು-ಬೆಲ್ಲ ಹಂಚಿ ಹಬ್ಬದ ಶುಭಾಶಯ ವಿನಿಮಯ ಮಾಡಿಕೊಂಡರು. ಯುಗಾದಿ ಎಂದರೆ ಮಕ್ಕಳು, ಯುವಕರಿಗೆ ಎಲ್ಲಿಲ್ಲದ ಸಂತಸ. ಹಬ್ಬದಂದು ಮೈಯಿಗೆಲ್ಲ ಎಣ್ಣೆ ಹಚ್ಚಿಕೊಂಡು ಬೇವಿನ ಎಲೆಯನ್ನು ಮೆತ್ತಿಕೊಂಡು ಬಿಸಿಲಿನ ಝಳ ದಲ್ಲಿ ಓಡಾಡಿ, ನಂತರ ಸ್ನಾನ ಮಾಡಿ ದೇವರಿಗೆ ಪೂಜೆ ಸಲ್ಲಿಸಿ ಹೊಸ ಉಡುಪು ಗಳನ್ನು ಧರಿಸಿ ಹಬ್ಬದ ಸಂಭ್ರಮಿಸಿದರು. ಹಬ್ಬದ ವಿಶೇಷವಾಗಿ ಹೋಳಿಗೆ, [614, 632, 742, 758]
coeditor-label: ಸಹ ಸಂಪಾದಕರು: [650, 131, 698, 140]
top-story-title: ಕೆನಡಾ ಚುನಾವಣೆಗಳಲ್ಲಿ ಚೀನಾ ರಾಜಕೀಯ ಹಸ್ತಕ್ಷೇಪ: ಗುಪ್ತಚರ ಸಂಸ್ಥೆ ಆರೋಪ [82, 197, 254, 223]
qr-label: Q.R. [156, 72, 184, 85]
rate-label: ಅಂಚೆ ಮೂಲಕ (ಮಾಸಿಕ) [722, 77, 815, 90]
article-column: ಬೇಕಾಗಿದೆ ಮನುಷ್ಯ ಸ್ವಾರ್ಥತೆ ಬಿಟ್ಟು ಎಲ್ಲರೂ ನಮ್ಮವರೇ ಎಂದು ಅರ್ಥೈಸಿ ಕೊಂಡು ಬದುಕು ಸಾಗಿಸಬೇಕು ಅದೇ ರೀತಿ ರಾಗ ದ್ವೇಷ ಅಸೂಯೆ ಬಿಟ್ಟು ಸಹ ಬಾಳ್ವೆ ನಡೆಸುವಂತಹವರಾಗಬೇಕು ಧಾರ್ಮಿಕ ಕ್ಷೇತ್ರಗಳು ಅಭಿವೃದ್ಧಿ ಹೊಂದಿದಾಗ ಮನುಷ್ಯನಲ್ಲಿ ಶಾಂತಿ ನೆಮ್ಮದಿ ದೊರಕುತ್ತದೆ ದೇವಸ್ಥಾನಗಳಿಗೆ ಸ್ಥಿತಿವಂತರು ದಾನ ಧರ್ಮ ಸೇವೆ ಮಾಡುವುದರ ಮೂಲಕ ದೇವಸ್ಥಾನಗಳ ಅಭಿವೃದ್ಧಿಗೆ ಪ್ರತಿಯೊಬ್ಬರೂ ಕೈಜೋಡಿಸಬೇಕು ಈ [212, 1186, 338, 1280]
article-column: ಪ್ರಧಾನಿಯಾದರೆ ದೇಶದ ಅಭಿವೃದ್ಧಿ ಸಾಧ್ಯ ಎಂದರು. 500 ವರ್ಷಗಳಿಂದ ನನೆಗುದಿಗೆ ಬಿದ್ದಿದ್ದ ಅಯೋಧ್ಯೆಯ ರಾಮಮಂದಿರ ನಿರ್ಮಾಣ, ವಾರಾಣಸಿಯಲ್ಲಿ ಕಾಶಿವಿಶ್ವನಾಥ ದೇವಾಲಯ ಅಭಿವೃದ್ಧಿ, ಜಮ್ಮು ಕಾಶ್ಮೀರದಲ್ಲಿ ಜಾರಿಯಲ್ಲಿದ್ದ 370ನೇ ವಿಧಿ ರದ್ದು ಮಾಡಿದ್ದು ಮೋದಿಯವರ ಸಾಧನೆಗೆ ಸಾಕ್ಷಿಯಾಗಿದೆ ಎಂದ ಅವರು, [616, 458, 744, 531]
top-story-body: ಎಸ್‌ಎಸ್ ರಾಜಮೌಳಿ, ಭಾರತೀಯ ಚಿತ್ರರಂಗದ ಅತ್ಯುತ್ತಮ ನಿರ್ದೇಶಕ. ಇತ್ತೀಚೆಗೆ ಅವರು ಪತ್ನಿಯೊಂದಿಗೆ ಡ್ಯಾನ್ಸ್ ಮಾಡುತ್ತಿರುವ ವಿಡಿಯೋ ಸಾಮಾಜಿಕ ಜಾಲತಾಣಗಳಲ್ಲಿ ವೈರಲ್ ಆಗಿದೆ. ಅಭಿಮಾನಿಗಳು ಮೆಚ್ಚುಗೆ ವ್ಯಕ್ತಪಡಿಸಿದ್ದಾರೆ. [791, 225, 869, 275]
article-column: ಸಾಮೂಹಿಕ ಪ್ರಾರ್ಥನೆ ಸಲ್ಲಿಸಿ, ಪರಸ್ಪರ ಹಬ್ಬದ ಶುಭಾಶಯವನ್ನು ವಿನಿಮಯ ಮಾಡಿಕೊಂಡರು. ಹೊಸ ಉಡುಪುಗಳನ್ನು ಧರಿಸಿ, ಒಬ್ಬರಿಗೊಬ್ಬರು ಆಲಿಂಗನ ಮಾಡಿ ಹಬ್ಬದ ಶುಭಾಶಯ ಕೋರಿದ್ದು ವಿಶೇಷವಾಗಿತ್ತು. [210, 506, 338, 547]
